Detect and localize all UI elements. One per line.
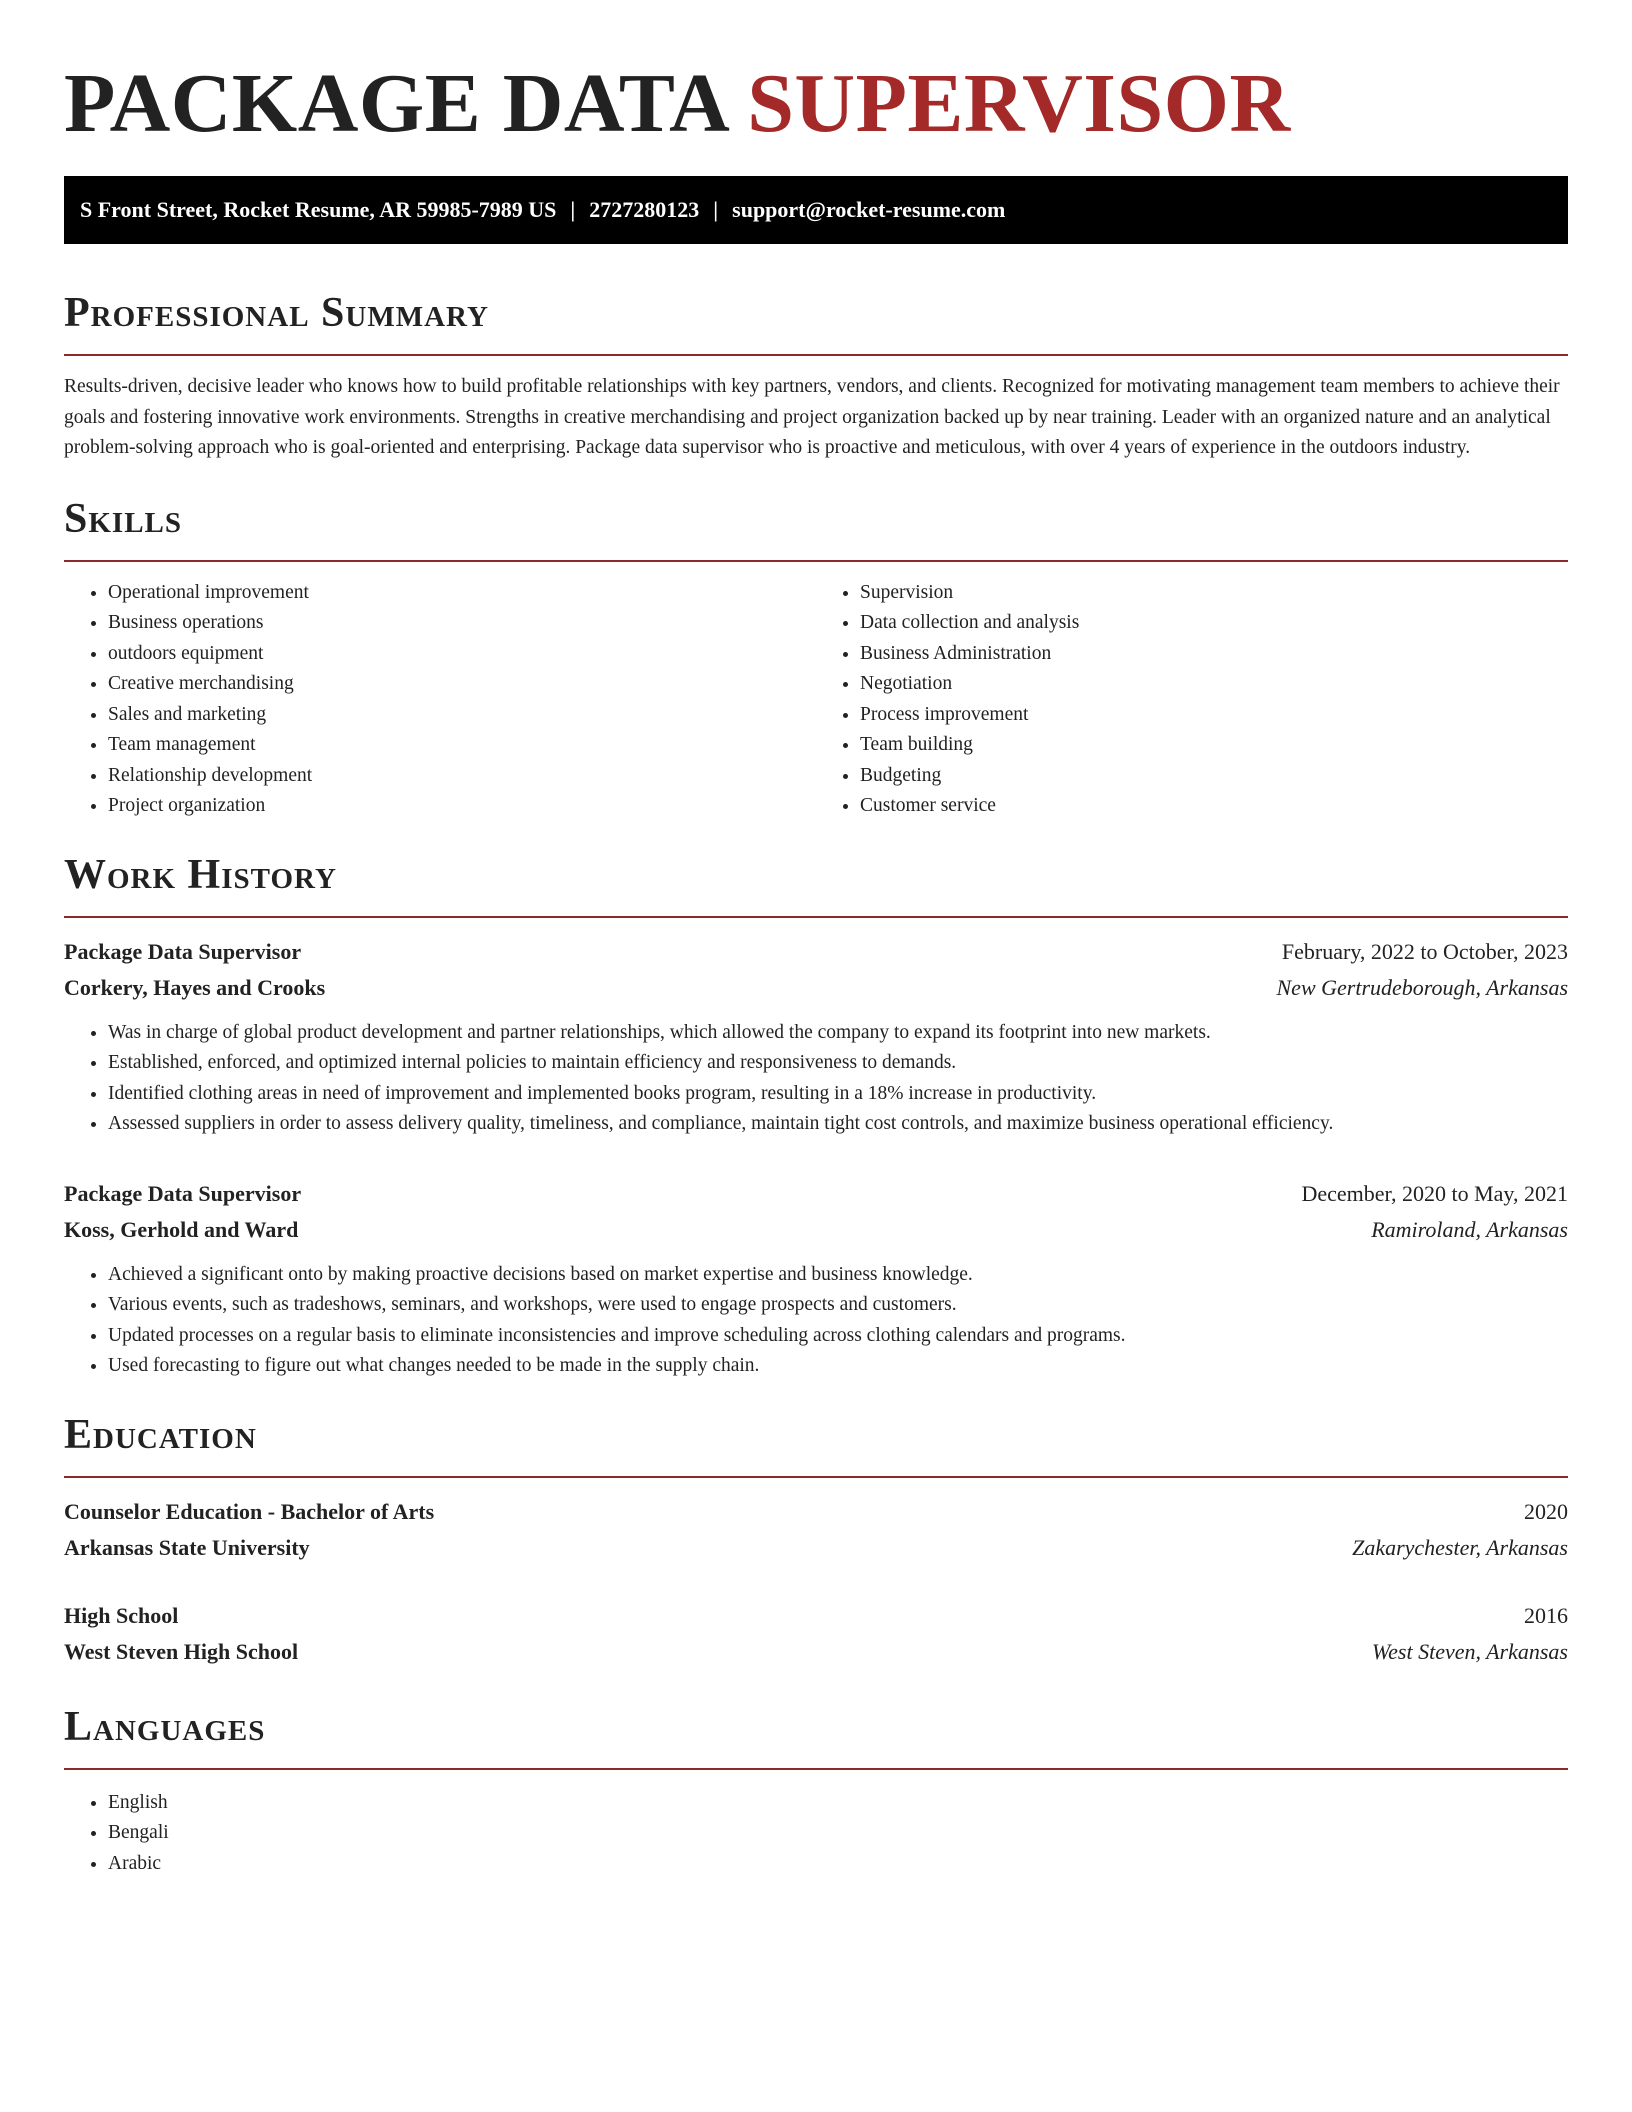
section-divider <box>64 1476 1568 1478</box>
skill-item: • Process improvement <box>860 700 1568 731</box>
contact-separator: | <box>570 197 576 222</box>
job-dates: December, 2020 to May, 2021 <box>1301 1180 1568 1206</box>
job-bullet: • Was in charge of global product development and partner relationships, which allowed the company to expand its footprint into new markets. <box>108 1018 1568 1049</box>
language-item: • English <box>108 1788 1568 1819</box>
job-bullet: • Achieved a significant onto by making proactive decisions based on market expertise and business knowledge. <box>108 1260 1568 1291</box>
job-location: Ramiroland, Arkansas <box>1371 1216 1568 1242</box>
skill-item: • Team building <box>860 730 1568 761</box>
skills-section <box>64 494 1568 822</box>
education-degree-row <box>64 1494 1568 1530</box>
education-degree-row <box>64 1598 1568 1634</box>
skills-columns <box>64 578 1568 822</box>
contact-address: S Front Street, Rocket Resume, AR 59985-7989 US <box>80 197 557 222</box>
language-item: • Bengali <box>108 1818 1568 1849</box>
education-school-row <box>64 1530 1568 1566</box>
section-title-skills: Skills <box>64 495 183 542</box>
language-item: • Arabic <box>108 1849 1568 1880</box>
skill-item: • Business Administration <box>860 639 1568 670</box>
skill-item: • Supervision <box>860 578 1568 609</box>
education-section <box>64 1410 1568 1670</box>
work-history-section <box>64 850 1568 1382</box>
skill-item: • Team management <box>108 730 816 761</box>
contact-bar <box>64 176 1568 244</box>
skill-item: • Relationship development <box>108 761 816 792</box>
education-entry <box>64 1598 1568 1670</box>
languages-list <box>64 1788 1568 1880</box>
skill-item: • Business operations <box>108 608 816 639</box>
skill-item: • outdoors equipment <box>108 639 816 670</box>
name-first: PACKAGE DATA <box>64 57 726 150</box>
education-location: Zakarychester, Arkansas <box>1352 1534 1568 1560</box>
skill-item: • Creative merchandising <box>108 669 816 700</box>
job-bullet: • Established, enforced, and optimized internal policies to maintain efficiency and responsiveness to demands. <box>108 1048 1568 1079</box>
section-title-languages: Languages <box>64 1703 266 1750</box>
job-location: New Gertrudeborough, Arkansas <box>1276 974 1568 1000</box>
job-company-row <box>64 970 1568 1006</box>
job-title: Package Data Supervisor <box>64 1180 302 1206</box>
job-bullet: • Identified clothing areas in need of improvement and implemented books program, resulting in a 18% increase in productivity. <box>108 1079 1568 1110</box>
skill-item: • Operational improvement <box>108 578 816 609</box>
job-bullet: • Updated processes on a regular basis to eliminate inconsistencies and improve scheduling across clothing calendars and programs. <box>108 1321 1568 1352</box>
skill-item: • Data collection and analysis <box>860 608 1568 639</box>
job-bullets <box>64 1260 1568 1382</box>
job-dates: February, 2022 to October, 2023 <box>1281 938 1568 964</box>
section-divider <box>64 354 1568 356</box>
job-title-row <box>64 1176 1568 1212</box>
education-school: Arkansas State University <box>64 1534 310 1560</box>
job-company: Koss, Gerhold and Ward <box>64 1216 299 1242</box>
education-degree: Counselor Education - Bachelor of Arts <box>64 1498 435 1524</box>
section-title-work: Work History <box>64 851 337 898</box>
job-title: Package Data Supervisor <box>64 938 302 964</box>
section-title-summary: Professional Summary <box>64 290 489 336</box>
job-bullet: • Used forecasting to figure out what changes needed to be made in the supply chain. <box>108 1351 1568 1382</box>
job-company-row <box>64 1212 1568 1248</box>
skill-item: • Customer service <box>860 791 1568 822</box>
skill-item: • Project organization <box>108 791 816 822</box>
skills-list-left <box>64 578 816 822</box>
education-year: 2020 <box>1524 1498 1568 1524</box>
name-last: SUPERVISOR <box>747 57 1291 150</box>
job-bullets <box>64 1018 1568 1140</box>
job-title-row <box>64 934 1568 970</box>
skill-item: • Budgeting <box>860 761 1568 792</box>
section-divider <box>64 1768 1568 1770</box>
education-entry <box>64 1494 1568 1566</box>
education-degree: High School <box>64 1602 179 1628</box>
section-divider <box>64 560 1568 562</box>
education-school-row <box>64 1634 1568 1670</box>
summary-section <box>64 288 1568 464</box>
section-title-education: Education <box>64 1411 257 1458</box>
job-entry <box>64 1176 1568 1382</box>
contact-separator: | <box>713 197 719 222</box>
contact-phone: 2727280123 <box>589 197 700 222</box>
section-divider <box>64 916 1568 918</box>
skill-item: • Negotiation <box>860 669 1568 700</box>
job-bullet: • Assessed suppliers in order to assess delivery quality, timeliness, and compliance, maintain tight cost controls, and maximize business operational efficiency. <box>108 1109 1568 1140</box>
resume-name <box>64 54 1568 154</box>
contact-email: support@rocket-resume.com <box>732 197 1006 222</box>
job-company: Corkery, Hayes and Crooks <box>64 974 326 1000</box>
job-entry <box>64 934 1568 1140</box>
job-bullet: • Various events, such as tradeshows, seminars, and workshops, were used to engage prospects and customers. <box>108 1290 1568 1321</box>
education-year: 2016 <box>1524 1602 1568 1628</box>
education-school: West Steven High School <box>64 1638 299 1664</box>
resume-page <box>64 0 1568 1879</box>
summary-text: Results-driven, decisive leader who knows how to build profitable relationships with key partners, vendors, and clients. Recognized for motivating management team members to achieve their goals and fostering innovative work environments. Strengths in creative merchandising and project organization backed up by near training. Leader with an organized nature and an analytical problem-solving approach who is goal-oriented and enterprising. Package data supervisor who is proactive and meticulous, with over 4 years of experience in the outdoors industry. <box>64 376 1560 458</box>
skill-item: • Sales and marketing <box>108 700 816 731</box>
education-location: West Steven, Arkansas <box>1371 1638 1568 1664</box>
languages-section <box>64 1702 1568 1880</box>
skills-list-right <box>816 578 1568 822</box>
